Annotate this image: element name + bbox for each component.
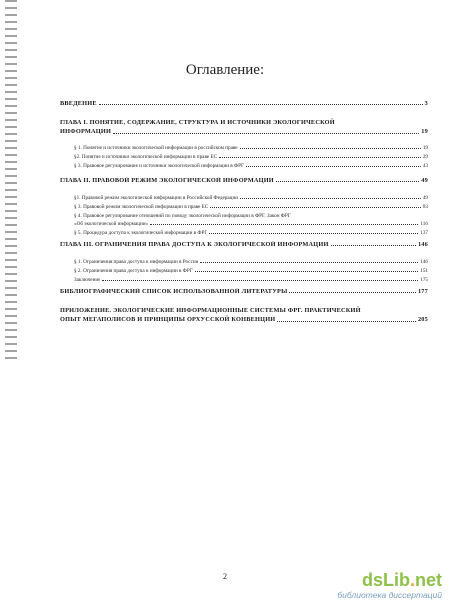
toc-entry-page: 151 bbox=[420, 268, 428, 274]
toc-entry-page: 49 bbox=[422, 195, 428, 201]
leader-dots bbox=[210, 206, 421, 208]
toc-entry-text: ГЛАВА II. ПРАВОВОЙ РЕЖИМ ЭКОЛОГИЧЕСКОЙ ИНФОРМАЦИИ bbox=[60, 177, 274, 184]
toc-entry-section-2-5[interactable] bbox=[74, 230, 428, 236]
logo-dot: . bbox=[409, 570, 415, 590]
toc-entry-page: 137 bbox=[420, 230, 428, 236]
toc-entry-chapter-1[interactable] bbox=[60, 118, 428, 136]
binding-holes-edge bbox=[5, 0, 17, 360]
toc-entry-introduction[interactable] bbox=[60, 100, 428, 107]
leader-dots bbox=[240, 197, 421, 199]
toc-entry-page: 3 bbox=[424, 100, 428, 107]
toc-entry-conclusion[interactable] bbox=[74, 277, 428, 283]
leader-dots bbox=[289, 291, 416, 293]
leader-dots bbox=[200, 261, 418, 263]
page-number: 2 bbox=[223, 572, 227, 581]
toc-entry-page: 116 bbox=[420, 221, 428, 227]
toc-entry-page: 83 bbox=[422, 204, 428, 210]
toc-entry-section-2-4[interactable] bbox=[74, 213, 428, 219]
toc-entry-section-2-4-cont[interactable] bbox=[74, 221, 428, 227]
toc-title: Оглавление: bbox=[185, 62, 265, 78]
toc-entry-section-2-1[interactable] bbox=[74, 195, 428, 201]
toc-entry-text: § 3. Правовое регулирование и источники экологической информации в ФРГ bbox=[74, 163, 245, 169]
toc-entry-section-2-3[interactable] bbox=[74, 204, 428, 210]
toc-entry-text: БИБЛИОГРАФИЧЕСКИЙ СПИСОК ИСПОЛЬЗОВАННОЙ ЛИТЕРАТУРЫ bbox=[60, 288, 288, 295]
toc-entry-text-cont: ОПЫТ МЕГАПОЛИСОВ И ПРИНЦИПЫ ОРХУССКОЙ КОНВЕНЦИИ bbox=[60, 316, 276, 323]
toc-entry-page: 177 bbox=[417, 288, 428, 295]
toc-entry-appendix[interactable] bbox=[60, 306, 428, 324]
toc-entry-text: ГЛАВА III. ОГРАНИЧЕНИЯ ПРАВА ДОСТУПА К ЭКОЛОГИЧЕСКОЙ ИНФОРМАЦИИ bbox=[60, 241, 329, 248]
leader-dots bbox=[277, 320, 416, 322]
toc-entry-section-1-2[interactable] bbox=[74, 154, 428, 160]
leader-dots bbox=[209, 232, 418, 234]
toc-entry-text: «Об экологической информации» bbox=[74, 221, 149, 227]
toc-entry-text-cont: ИНФОРМАЦИИ bbox=[60, 128, 112, 135]
toc-entry-text: § 3. Правовой режим экологической информации в праве ЕС bbox=[74, 204, 209, 210]
dslib-watermark[interactable] bbox=[337, 571, 442, 600]
toc-entry-chapter-2[interactable] bbox=[60, 177, 428, 184]
toc-entry-page: 49 bbox=[421, 177, 428, 184]
toc-entry-page: 19 bbox=[422, 145, 428, 151]
leader-dots bbox=[113, 132, 419, 134]
toc-entry-text: § 5. Процедура доступа к экологической информации в ФРГ bbox=[74, 230, 208, 236]
toc-entry-page: 43 bbox=[422, 163, 428, 169]
toc-entry-text: §1. Правовой режим экологической информации в Российской Федерации bbox=[74, 195, 239, 201]
toc-entry-page: 205 bbox=[417, 316, 428, 323]
leader-dots bbox=[246, 165, 421, 167]
toc-entry-text: § 1. Понятие и источники экологической информации в российском праве bbox=[74, 145, 238, 151]
toc-entry-text: § 2. Ограничения права доступа к информации в ФРГ bbox=[74, 268, 193, 274]
toc-entry-page: 29 bbox=[422, 154, 428, 160]
toc-entry-text: ВВЕДЕНИЕ bbox=[60, 100, 97, 107]
logo-brand: dsLib bbox=[361, 570, 410, 590]
toc-entry-page: 19 bbox=[421, 128, 428, 135]
leader-dots bbox=[219, 156, 421, 158]
toc-entry-text: §2. Понятие и источники экологической информации в праве ЕС bbox=[74, 154, 218, 160]
toc-entry-text: ГЛАВА I. ПОНЯТИЕ, СОДЕРЖАНИЕ, СТРУКТУРА И ИСТОЧНИКИ ЭКОЛОГИЧЕСКОЙ bbox=[60, 119, 335, 126]
leader-dots bbox=[150, 223, 418, 225]
dslib-logo bbox=[337, 571, 442, 589]
toc-entry-section-1-1[interactable] bbox=[74, 145, 428, 151]
leader-dots bbox=[195, 270, 418, 272]
toc-entry-page: 175 bbox=[420, 277, 428, 283]
toc-entry-page: 146 bbox=[420, 259, 428, 265]
logo-tld: net bbox=[415, 570, 442, 590]
leader-dots bbox=[331, 244, 416, 246]
toc-entry-text: § 1. Ограничения права доступа к информации в России bbox=[74, 259, 199, 265]
dslib-subtitle: библиотека диссертаций bbox=[337, 590, 442, 600]
leader-dots bbox=[99, 103, 423, 105]
leader-dots bbox=[276, 180, 419, 182]
toc-entry-page: 146 bbox=[417, 241, 428, 248]
toc-entry-text: ПРИЛОЖЕНИЕ. ЭКОЛОГИЧЕСКИЕ ИНФОРМАЦИОННЫЕ СИСТЕМЫ ФРГ. ПРАКТИЧЕСКИЙ bbox=[60, 307, 361, 314]
leader-dots bbox=[240, 147, 421, 149]
toc-entry-section-1-3[interactable] bbox=[74, 163, 428, 169]
leader-dots bbox=[102, 279, 418, 281]
toc-entry-bibliography[interactable] bbox=[60, 288, 428, 295]
toc-entry-chapter-3[interactable] bbox=[60, 241, 428, 248]
toc-entry-text: § 4. Правовое регулирование отношений по поводу экологической информации в ФРГ. Закон ФРГ bbox=[74, 213, 291, 219]
toc-entry-section-3-2[interactable] bbox=[74, 268, 428, 274]
toc-entry-text: Заключение bbox=[74, 277, 101, 283]
toc-entry-section-3-1[interactable] bbox=[74, 259, 428, 265]
